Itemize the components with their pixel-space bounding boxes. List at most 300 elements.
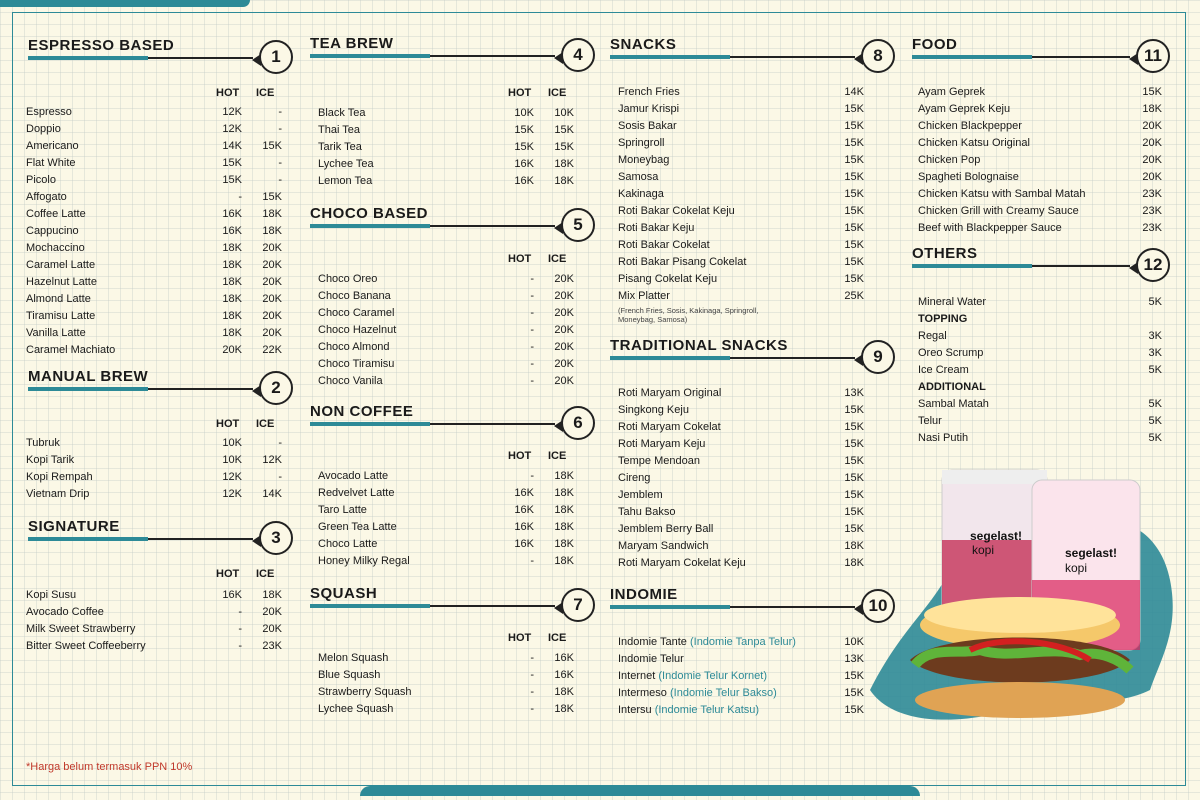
item-name: Chicken Katsu with Sambal Matah (918, 188, 1086, 200)
menu-item (918, 396, 1166, 413)
price-hot: 16K (514, 175, 534, 187)
price-ice: - (278, 157, 282, 169)
item-name: Ayam Geprek Keju (918, 103, 1011, 115)
section-title: NON COFFEE (310, 403, 414, 420)
menu-item (318, 485, 582, 502)
menu-item (618, 487, 868, 504)
section-rule-accent (912, 264, 1032, 268)
item-name: Regal (918, 330, 947, 342)
menu-item (318, 288, 582, 305)
section-number-badge: 8 (861, 39, 895, 73)
item-name: Caramel Machiato (26, 344, 116, 356)
price-ice: 20K (554, 290, 574, 302)
item-name: Ice Cream (918, 364, 969, 376)
menu-item (618, 402, 868, 419)
menu-item (26, 308, 290, 325)
item-name: Roti Maryam Original (618, 387, 722, 399)
price-ice: 20K (554, 324, 574, 336)
menu-item (318, 684, 582, 701)
price-ice: 18K (554, 158, 574, 170)
svg-text:segelast!: segelast! (1065, 546, 1118, 560)
price-hot: - (530, 669, 534, 681)
section-title: INDOMIE (610, 586, 678, 603)
menu-item (318, 650, 582, 667)
menu-item (618, 288, 868, 305)
column-header-hot: HOT (508, 632, 532, 644)
menu-item (618, 634, 863, 651)
menu-item (318, 536, 582, 553)
price-hot: 20K (222, 344, 242, 356)
price-ice: 20K (554, 307, 574, 319)
price: 15K (844, 188, 864, 200)
item-name: Choco Vanila (318, 375, 383, 387)
menu-item (318, 139, 582, 156)
sandwich (910, 597, 1130, 718)
item-description: (Indomie Telur Katsu) (654, 704, 760, 716)
item-name: Beef with Blackpepper Sauce (918, 222, 1062, 234)
menu-item (918, 135, 1166, 152)
item-name: Choco Banana (318, 290, 391, 302)
item-name: Tubruk (26, 437, 60, 449)
price-ice: 15K (262, 140, 282, 152)
item-name: Hazelnut Latte (26, 276, 97, 288)
item-name: Kakinaga (618, 188, 664, 200)
menu-item (618, 668, 863, 685)
price: 20K (1142, 154, 1162, 166)
menu-item (318, 356, 582, 373)
item-name: Choco Oreo (318, 273, 378, 285)
item-name-text: Internet (618, 670, 656, 682)
item-name: Samosa (618, 171, 659, 183)
menu-item (318, 156, 582, 173)
price-ice: 20K (554, 273, 574, 285)
item-name: Lychee Squash (318, 703, 394, 715)
menu-item (918, 186, 1166, 203)
price-ice: 18K (262, 208, 282, 220)
item-name-text: Intersu (618, 704, 652, 716)
price-hot: 18K (222, 259, 242, 271)
price: 3K (1148, 347, 1162, 359)
menu-item (318, 105, 582, 122)
menu-item (618, 237, 868, 254)
price-hot: 12K (222, 488, 242, 500)
section-rule-accent (610, 55, 730, 59)
brush-top-left (0, 0, 250, 7)
price-hot: 18K (222, 242, 242, 254)
price-ice: 18K (554, 538, 574, 550)
menu-item (618, 538, 868, 555)
price: 15K (844, 704, 864, 716)
menu-item (26, 138, 290, 155)
column-header-ice: ICE (548, 253, 567, 265)
price: 23K (1142, 205, 1162, 217)
price: 5K (1148, 364, 1162, 376)
section-rule-accent (610, 605, 730, 609)
price-hot: - (530, 555, 534, 567)
menu-item (618, 453, 868, 470)
price-ice: 20K (262, 623, 282, 635)
price-hot: 10K (514, 107, 534, 119)
price-ice: 18K (554, 487, 574, 499)
section-rule-accent (912, 55, 1032, 59)
price: 13K (844, 387, 864, 399)
price-ice: 20K (554, 341, 574, 353)
price-ice: 16K (554, 652, 574, 664)
section-title: MANUAL BREW (28, 368, 149, 385)
menu-item (26, 325, 290, 342)
item-name: Blue Squash (318, 669, 381, 681)
item-name: Maryam Sandwich (618, 540, 709, 552)
item-name: Taro Latte (318, 504, 367, 516)
item-name: Sambal Matah (918, 398, 989, 410)
menu-item (26, 469, 290, 486)
price-ice: 12K (262, 454, 282, 466)
price: 15K (844, 455, 864, 467)
menu-item (618, 504, 868, 521)
section-title: TEA BREW (310, 35, 394, 52)
menu-item (618, 651, 863, 668)
item-name: Choco Tiramisu (318, 358, 395, 370)
item-name: Choco Caramel (318, 307, 395, 319)
price: 23K (1142, 188, 1162, 200)
item-name: Roti Bakar Cokelat Keju (618, 205, 735, 217)
menu-item (618, 385, 868, 402)
menu-item (318, 553, 582, 570)
item-name: Pisang Cokelat Keju (618, 273, 718, 285)
menu-item (918, 203, 1166, 220)
price: 15K (844, 523, 864, 535)
price: 15K (844, 205, 864, 217)
price: 14K (844, 86, 864, 98)
section-title: SIGNATURE (28, 518, 120, 535)
column-header-ice: ICE (548, 450, 567, 462)
price: 15K (844, 506, 864, 518)
section-rule-accent (28, 387, 148, 391)
price-hot: - (530, 470, 534, 482)
item-name (618, 668, 767, 685)
section-title: ESPRESSO BASED (28, 37, 175, 54)
section-title: FOOD (912, 36, 958, 53)
price-hot: - (530, 375, 534, 387)
section-number-badge: 2 (259, 371, 293, 405)
item-name: Roti Bakar Keju (618, 222, 695, 234)
menu-item (26, 104, 290, 121)
price: 15K (844, 670, 864, 682)
menu-item (318, 305, 582, 322)
section-rule-accent (310, 224, 430, 228)
menu-item (26, 638, 290, 655)
item-name: Telur (918, 415, 942, 427)
item-name: Tahu Bakso (618, 506, 676, 518)
column-header-hot: HOT (508, 87, 532, 99)
price-hot: 10K (222, 454, 242, 466)
price-ice: 20K (554, 358, 574, 370)
section-title: OTHERS (912, 245, 978, 262)
price-hot: 16K (222, 589, 242, 601)
price-hot: - (530, 652, 534, 664)
item-name: Avocado Latte (318, 470, 389, 482)
menu-item (318, 322, 582, 339)
menu-item (318, 667, 582, 684)
menu-item (26, 121, 290, 138)
price-hot: 15K (222, 157, 242, 169)
additional-label: ADDITIONAL (918, 381, 986, 393)
item-name: Picolo (26, 174, 56, 186)
menu-item (618, 685, 863, 702)
menu-item (26, 486, 290, 503)
price-ice: 18K (554, 686, 574, 698)
price: 25K (844, 290, 864, 302)
item-name: Chicken Katsu Original (918, 137, 1030, 149)
item-name: Cireng (618, 472, 651, 484)
price-hot: 16K (514, 158, 534, 170)
item-name (618, 634, 796, 651)
price: 15K (844, 687, 864, 699)
item-name: Caramel Latte (26, 259, 96, 271)
section-number-badge: 11 (1136, 39, 1170, 73)
price: 15K (844, 222, 864, 234)
menu-item (618, 702, 863, 719)
column-header-hot: HOT (508, 450, 532, 462)
price-ice: 15K (262, 191, 282, 203)
item-name: Americano (26, 140, 79, 152)
item-description: (Indomie Telur Bakso) (669, 687, 777, 699)
svg-text:kopi: kopi (1065, 561, 1088, 575)
price-hot: - (530, 358, 534, 370)
menu-item (918, 430, 1166, 447)
menu-item (618, 220, 868, 237)
price-ice: 14K (262, 488, 282, 500)
item-name: Espresso (26, 106, 72, 118)
item-name: Milk Sweet Strawberry (26, 623, 136, 635)
item-name: Coffee Latte (26, 208, 86, 220)
menu-item (318, 502, 582, 519)
column-header-ice: ICE (256, 418, 275, 430)
item-name-text: Indomie Telur (618, 653, 684, 665)
section-title: SNACKS (610, 36, 677, 53)
price-ice: 20K (262, 606, 282, 618)
platter-note: Moneybag, Samosa) (618, 315, 688, 324)
price-hot: 12K (222, 123, 242, 135)
item-name: Vietnam Drip (26, 488, 90, 500)
price-ice: 20K (262, 310, 282, 322)
section-rule-accent (610, 356, 730, 360)
section-number-badge: 4 (561, 38, 595, 72)
price-ice: 18K (554, 703, 574, 715)
menu-item (618, 436, 868, 453)
price: 15K (844, 273, 864, 285)
item-name: Mineral Water (918, 296, 987, 308)
price: 15K (844, 489, 864, 501)
item-name: Lychee Tea (318, 158, 374, 170)
item-name: Moneybag (618, 154, 670, 166)
item-name: Choco Almond (318, 341, 390, 353)
svg-text:segelast!: segelast! (970, 529, 1023, 543)
price-hot: 12K (222, 106, 242, 118)
item-name: Mix Platter (618, 290, 670, 302)
menu-item (26, 240, 290, 257)
price: 15K (844, 137, 864, 149)
menu-item (318, 519, 582, 536)
price-hot: - (530, 307, 534, 319)
price-ice: 20K (554, 375, 574, 387)
menu-item (26, 155, 290, 172)
price: 15K (844, 120, 864, 132)
price-ice: - (278, 106, 282, 118)
price-ice: 16K (554, 669, 574, 681)
item-name: Thai Tea (318, 124, 360, 136)
price-hot: 16K (514, 487, 534, 499)
menu-item (26, 223, 290, 240)
price: 18K (1142, 103, 1162, 115)
item-name: Roti Maryam Cokelat Keju (618, 557, 746, 569)
section-rule-accent (310, 54, 430, 58)
price: 13K (844, 653, 864, 665)
price-ice: 20K (262, 259, 282, 271)
price-ice: 15K (554, 124, 574, 136)
price-hot: - (530, 324, 534, 336)
item-name: French Fries (618, 86, 680, 98)
price-ice: - (278, 471, 282, 483)
price-hot: 18K (222, 327, 242, 339)
price-hot: 16K (514, 538, 534, 550)
column-header-hot: HOT (216, 418, 240, 430)
price-hot: 14K (222, 140, 242, 152)
section-rule-accent (28, 537, 148, 541)
price-ice: 20K (262, 242, 282, 254)
item-name: Redvelvet Latte (318, 487, 395, 499)
item-name: Kopi Susu (26, 589, 77, 601)
menu-item (918, 294, 1163, 311)
column-header-hot: HOT (216, 87, 240, 99)
item-name: Green Tea Latte (318, 521, 397, 533)
section-number-badge: 9 (861, 340, 895, 374)
price-hot: 15K (222, 174, 242, 186)
menu-item (318, 339, 582, 356)
item-name: Vanilla Latte (26, 327, 86, 339)
price: 10K (844, 636, 864, 648)
price-hot: 18K (222, 293, 242, 305)
menu-item (618, 203, 868, 220)
price: 5K (1148, 398, 1162, 410)
item-name: Affogato (26, 191, 67, 203)
section-title: SQUASH (310, 585, 378, 602)
item-name-text: Indomie Tante (618, 636, 687, 648)
price-hot: 15K (514, 141, 534, 153)
price: 15K (844, 256, 864, 268)
price: 15K (844, 472, 864, 484)
price: 15K (1142, 86, 1162, 98)
menu-item (918, 220, 1166, 237)
menu-item (618, 470, 868, 487)
item-name: Chicken Blackpepper (918, 120, 1022, 132)
item-name: Doppio (26, 123, 61, 135)
menu-item (618, 118, 868, 135)
price-ice: 22K (262, 344, 282, 356)
menu-item (26, 257, 290, 274)
section-title: TRADITIONAL SNACKS (610, 337, 788, 354)
menu-item (918, 118, 1166, 135)
price-ice: 20K (262, 276, 282, 288)
column-header-ice: ICE (256, 568, 275, 580)
item-name: Nasi Putih (918, 432, 969, 444)
platter-note: (French Fries, Sosis, Kakinaga, Springroll, (618, 306, 759, 315)
price: 23K (1142, 222, 1162, 234)
price-ice: 18K (554, 504, 574, 516)
item-name: Almond Latte (26, 293, 91, 305)
item-description: (Indomie Telur Kornet) (658, 670, 767, 682)
tax-footnote: *Harga belum termasuk PPN 10% (26, 761, 193, 773)
menu-item (26, 189, 290, 206)
item-name: Roti Maryam Keju (618, 438, 706, 450)
menu-item (618, 254, 868, 271)
price-hot: - (238, 640, 242, 652)
menu-item (618, 521, 868, 538)
item-name: Flat White (26, 157, 76, 169)
price-ice: 18K (554, 521, 574, 533)
menu-item (918, 345, 1166, 362)
price: 15K (844, 154, 864, 166)
price-hot: - (530, 290, 534, 302)
item-name (618, 651, 684, 668)
price-hot: - (530, 686, 534, 698)
menu-item (26, 587, 290, 604)
price: 15K (844, 171, 864, 183)
section-rule-accent (28, 56, 148, 60)
price-ice: 18K (554, 555, 574, 567)
menu-item (318, 173, 582, 190)
menu-item (918, 362, 1166, 379)
item-name: Avocado Coffee (26, 606, 104, 618)
menu-item (618, 555, 868, 572)
menu-item (618, 271, 868, 288)
item-name: Melon Squash (318, 652, 389, 664)
item-name: Oreo Scrump (918, 347, 984, 359)
section-rule-accent (310, 422, 430, 426)
item-name: Strawberry Squash (318, 686, 412, 698)
price: 15K (844, 404, 864, 416)
item-name: Tiramisu Latte (26, 310, 96, 322)
price: 15K (844, 438, 864, 450)
menu-item (618, 419, 868, 436)
item-name: Lemon Tea (318, 175, 373, 187)
food-photo (860, 460, 1190, 730)
menu-item (26, 604, 290, 621)
section-number-badge: 1 (259, 40, 293, 74)
item-name: Ayam Geprek (918, 86, 986, 98)
price-hot: - (530, 273, 534, 285)
price-hot: 16K (222, 225, 242, 237)
menu-item (26, 452, 290, 469)
item-name: Bitter Sweet Coffeeberry (26, 640, 146, 652)
price-ice: - (278, 123, 282, 135)
item-name: Singkong Keju (618, 404, 689, 416)
price: 15K (844, 421, 864, 433)
menu-item (618, 135, 868, 152)
item-name: Spagheti Bolognaise (918, 171, 1019, 183)
price: 20K (1142, 120, 1162, 132)
price-hot: - (530, 341, 534, 353)
item-name: Tarik Tea (318, 141, 362, 153)
section-number-badge: 10 (861, 589, 895, 623)
price: 20K (1142, 137, 1162, 149)
column-header-ice: ICE (548, 632, 567, 644)
menu-item (26, 274, 290, 291)
menu-item (26, 621, 290, 638)
menu-item (318, 271, 582, 288)
price: 5K (1148, 296, 1162, 308)
menu-item (26, 291, 290, 308)
